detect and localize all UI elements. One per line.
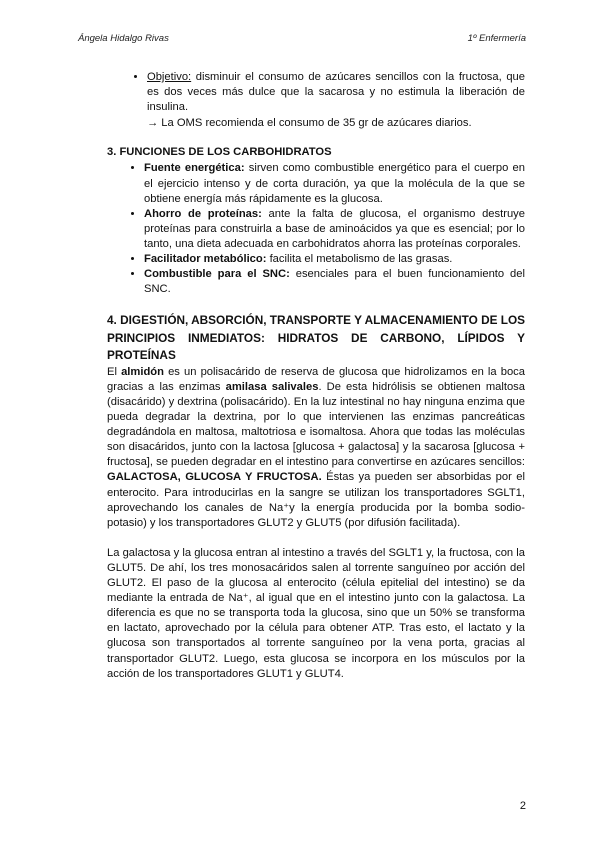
function-term: Combustible para el SNC: [144, 268, 290, 281]
functions-list [107, 161, 525, 297]
term-amilasa: amilasa salivales [225, 380, 319, 393]
function-term: Fuente energética: [144, 162, 245, 175]
section-3-heading: 3. FUNCIONES DE LOS CARBOHIDRATOS [107, 146, 332, 159]
function-text: ante la falta de glucosa, el organismo destruye proteínas para construirla a base de aminoácidos ya que es esencial; por lo tanto, una dieta adecuada en carbohidratos ahorra las proteínas corporales. [144, 207, 525, 250]
function-text: esenciales para el buen funcionamiento del SNC. [144, 268, 525, 296]
paragraph-absorption: La galactosa y la glucosa entran al intestino a través del SGLT1 y, la fructosa, con la GLUT5. De ahí, los tres monosacáridos salen al torrente sanguíneo por acción del GLUT2. El paso de la glucosa al enterocito (célula epitelial del intestino) se da mediante la entrada de Na⁺, al igual que en el intestino junto con la galactosa. La diferencia es que no se transporta toda la glucosa, sino que un 50% se transforma en lactato, aprovechado por la célula para obtener ATP. Tras esto, el lactato y la glucosa son transportados al torrente sanguíneo por la vena porta, gracias al transportador GLUT2. Luego, esta glucosa se incorpora en los músculos por la acción de los transportadores GLUT1 y GLUT4. [107, 546, 525, 680]
function-text: facilita el metabolismo de las grasas. [266, 253, 453, 266]
p1-a: El [107, 365, 122, 378]
section-4-heading: 4. DIGESTIÓN, ABSORCIÓN, TRANSPORTE Y ALMACENAMIENTO DE LOS PRINCIPIOS INMEDIATOS: HIDRATOS DE CARBONO, LÍPIDOS Y PROTEÍNAS [107, 313, 525, 363]
objective-item [147, 70, 525, 115]
p1-e: . De esta hidrólisis se obtienen maltosa (disacárido) y dextrina (polisacárido). En la luz intestinal no hay ninguna enzima que pueda degradar la dextrina, por lo que intervienen las enzimas pancreáticas degradándola en maltosa, maltotriosa e isomaltosa. Ahora que todas las moléculas son disacáridos, junto con la lactosa [glucosa + galactosa] y la sacarosa [glucosa + fructosa], se pueden degradar en el intestino para convertirse en azúcares sencillos: [107, 380, 525, 469]
function-term: Ahorro de proteínas: [144, 207, 262, 220]
function-text: sirven como combustible energético para el cuerpo en el ejercicio intenso y de corta duración, ya que la molécula de la que se obtiene energía más rápidamente es la glucosa. [144, 162, 525, 205]
p1-c: es un polisacárido de reserva de glucosa que hidrolizamos en la boca gracias a las enzimas [107, 365, 526, 393]
term-almidon: almidón [121, 365, 164, 378]
function-item [144, 252, 525, 267]
page-content [107, 70, 525, 682]
header-course: 1º Enfermería [467, 33, 526, 44]
objective-list [107, 70, 525, 115]
function-item [144, 267, 525, 297]
term-monosaccharides: GALACTOSA, GLUCOSA Y FRUCTOSA. [107, 471, 322, 484]
oms-note: → La OMS recomienda el consumo de 35 gr de azúcares diarios. [147, 117, 472, 130]
header-author: Ángela Hidalgo Rivas [78, 33, 169, 44]
function-item [144, 207, 525, 252]
p1-g: Éstas ya pueden ser absorbidas por el enterocito. Para introducirlas en la sangre se utilizan los transportadores SGLT1, aprovechando los canales de Na⁺y la energía producida por la bomba sodio-potasio) y los transportadores GLUT2 y GLUT5 (por difusión facilitada). [107, 471, 525, 529]
function-item [144, 161, 525, 206]
objective-label: Objetivo: [147, 71, 192, 83]
paragraph-starch [107, 365, 525, 531]
page-number: 2 [519, 800, 526, 812]
objective-text: disminuir el consumo de azúcares sencillos con la fructosa, que es dos veces más dulce que la sacarosa y no estimula la liberación de insulina. [147, 71, 525, 114]
function-term: Facilitador metabólico: [144, 253, 267, 266]
